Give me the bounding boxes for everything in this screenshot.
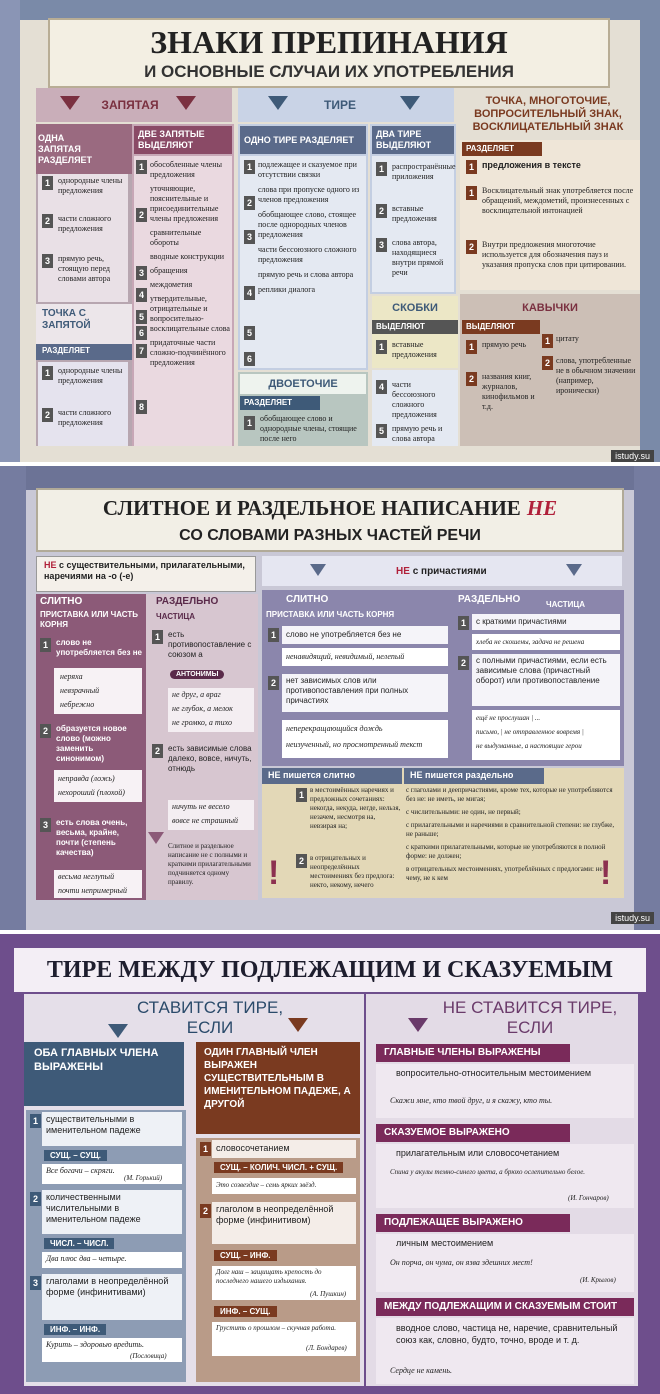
rule-text: нет зависимых слов или противопоставления при полных причастиях (286, 676, 409, 705)
two-dashes-header: ДВА ТИРЕ ВЫДЕЛЯЮТ (372, 126, 454, 154)
list-item: обобщающее слово, стоящее после однородных членов предложения (258, 210, 357, 239)
rule-text: с краткими причастиями (476, 617, 567, 626)
particle-label: ЧАСТИЦА (156, 612, 196, 621)
particle-label: ЧАСТИЦА (546, 600, 586, 609)
left-header: НЕ с существительными, прилагательными, наречиями на -о (-е) (44, 560, 245, 581)
prefix-label: ПРИСТАВКА ИЛИ ЧАСТЬ КОРНЯ (40, 610, 138, 629)
example-text: ненавидящий, невидимый, нелепый (286, 652, 405, 661)
formula-label: ИНФ. – СУЩ. (214, 1306, 277, 1317)
one-comma-header: ОДНА ЗАПЯТАЯ РАЗДЕЛЯЕТ (38, 132, 93, 165)
example-text: Два плюс два – четыре. (46, 1254, 127, 1263)
arrow-down-left-icon (60, 96, 80, 110)
ne-slitno-header: НЕ пишется слитно (262, 768, 402, 784)
page-subtitle: И ОСНОВНЫЕ СЛУЧАИ ИХ УПОТРЕБЛЕНИЯ (144, 62, 514, 81)
semicolon-header: ТОЧКА С ЗАПЯТОЙ (42, 308, 91, 331)
razdelno-label: РАЗДЕЛЬНО (458, 594, 521, 605)
dash-poster: ТИРЕ МЕЖДУ ПОДЛЕЖАЩИМ И СКАЗУЕМЫМ СТАВИТСЯ ТИРЕ, ЕСЛИ НЕ СТАВИТСЯ ТИРЕ, ЕСЛИ ОБА ГЛАВНЫХ ЧЛЕНА ВЫРАЖЕНЫ 1 существительными в именительном падеже СУЩ. – СУЩ. Все богачи – скряги. (М. Горький) 2 количественными числительными в именительном падеже ЧИСЛ. – ЧИСЛ. Два плюс два – четыре. 3 глаголами в неопределённой форме (инфинитивами) ИНФ. – ИНФ. Курить – здоровью вредить. (Пословица) ОДИН ГЛАВНЫЙ ЧЛЕН ВЫРАЖЕН СУЩЕСТВИТЕЛЬНЫМ В ИМЕНИТЕЛЬНОМ ПАДЕЖЕ, А ДРУГОЙ 1 словосочетанием СУЩ. – КОЛИЧ. ЧИСЛ. + СУЩ. Это созвездие – семь ярких звёзд. 2 глаголом в неопределённой форме (инфинитивом) СУЩ. – ИНФ. Долг наш – защищать крепость до последнего нашего издыхания. (А. Пушкин) ИНФ. – СУЩ. Грустить о прошлом – скучная работа. (Л. Бондарев) ГЛАВНЫЕ ЧЛЕНЫ ВЫРАЖЕНЫ вопросительно-относительным местоимением Скажи мне, кто твой друг, и я скажу, кто ты. СКАЗУЕМОЕ ВЫРАЖЕНО прилагательным или словосочетанием Спина у акулы темно-синего цвета, а брюхо ослепительно белое. (И. Гончаров) ПОДЛЕЖАЩЕЕ ВЫРАЖЕНО личным местоимением Он порча, он чума, он язва здешних мест! (И. Крылов) МЕЖДУ ПОДЛЕЖАЩИМ И СКАЗУЕМЫМ СТОИТ вводное слово, частица не, наречие, сравнительный союз как, словно, будто, точно, вроде и т. д. Сердце не камень. (0, 934, 660, 1394)
example-text: не друг, а враг (172, 690, 221, 699)
list-item: части сложного предложения (58, 408, 112, 427)
arrow-down-left-icon (566, 564, 582, 576)
formula-label: СУЩ. – СУЩ. (44, 1150, 107, 1161)
rule-text: образуется новое слово (можно заменить синонимом) (56, 724, 127, 763)
author-text: (И. Крылов) (580, 1276, 616, 1284)
example-text: Сердце не камень. (390, 1366, 452, 1375)
example-text: неряха (60, 672, 83, 681)
one-dash-list (258, 160, 362, 295)
watermark-label: istudy.su (611, 912, 654, 924)
warning-icon: ! (600, 854, 612, 892)
list-item: вводные конструкции (150, 252, 225, 261)
rule-text: с глаголами и деепричастиями, кроме тех, которые не употребляются без не: не иметь, не мигая; (406, 786, 613, 803)
list-item: прямую речь и слова автора (392, 424, 443, 443)
author-text: (И. Гончаров) (568, 1194, 609, 1202)
rule-text: в местоимённых наречиях и предложных сочетаниях: некогда, некуда, негде, нельзя, незачем, несмотря на, невзирая на; (310, 786, 401, 830)
razdelyaet-label: РАЗДЕЛЯЕТ (462, 142, 542, 156)
list-item: однородные члены предложения (58, 176, 123, 195)
example-text: Грустить о прошлом – скучная работа. (216, 1324, 336, 1332)
list-item: Внутри предложения многоточие используется для обозначения пауз и указания пропуска слов при цитировании. (482, 240, 626, 269)
list-item: обособленные члены предложения (150, 160, 222, 179)
rule-text: слово не употребляется без не (56, 638, 142, 657)
vydelyayut-label: ВЫДЕЛЯЮТ (462, 320, 540, 334)
rule-text: личным местоимением (396, 1238, 494, 1248)
list-item: прямую речь, стоящую перед словами автора (58, 254, 111, 283)
page-title: ЗНАКИ ПРЕПИНАНИЯ (150, 23, 508, 60)
example-text: почти непримерный (58, 886, 127, 895)
rule-text: количественными числительными в именительном падеже (46, 1192, 141, 1224)
arrow-down-right-icon (400, 96, 420, 110)
author-text: (А. Пушкин) (310, 1290, 347, 1298)
arrow-down-right-icon (288, 1018, 308, 1032)
section-header: СКАЗУЕМОЕ ВЫРАЖЕНО (376, 1124, 570, 1142)
arrow-down-right-icon (310, 564, 326, 576)
prefix-label: ПРИСТАВКА ИЛИ ЧАСТЬ КОРНЯ (266, 610, 395, 619)
example-text: письмо, | не отправленное вовремя | (476, 728, 584, 736)
brackets-header: СКОБКИ (392, 302, 438, 314)
page-title: СЛИТНОЕ И РАЗДЕЛЬНОЕ НАПИСАНИЕ НЕ (102, 495, 558, 520)
example-text: неизученный, но просмотренный текст (286, 740, 423, 749)
list-item: прямую речь (482, 340, 527, 349)
list-item: части бессоюзного сложного предложения (392, 380, 437, 419)
list-item: вставные предложения (392, 204, 437, 223)
example-text: невзрачный (60, 686, 100, 695)
example-text: не глубок, а мелок (172, 704, 233, 713)
rule-text: прилагательным или словосочетанием (396, 1148, 560, 1158)
rule-text: с прилагательными и наречиями в сравнительной степени: не глубже, не раньше; (406, 821, 615, 838)
rule-text: в отрицательных местоимениях, употреблённых с предлогами: не к чему, не к кем (406, 865, 608, 882)
example-text: ещё не прослушан | ... (476, 714, 541, 722)
ne-spelling-poster: СЛИТНОЕ И РАЗДЕЛЬНОЕ НАПИСАНИЕ НЕ СО СЛОВАМИ РАЗНЫХ ЧАСТЕЙ РЕЧИ НЕ с существительными, прилагательными, наречиями на -о (-е) НЕ с причастиями СЛИТНО ПРИСТАВКА ИЛИ ЧАСТЬ КОРНЯ 1 слово не употребляется без не неряха невзрачный небрежно 2 образуется новое слово (можно заменить синонимом) неправда (ложь) нехороший (плохой) 3 есть слова очень, весьма, крайне, почти (степень качества) весьма неглупый почти непримерный РАЗДЕЛЬНО ЧАСТИЦА 1 есть противопоставление с союзом а АНТОНИМЫ не друг, а враг не глубок, а мелок не громко, а тихо 2 есть зависимые слова далеко, вовсе, ничуть, отнюдь ничуть не весело вовсе не страшный Слитное и раздельное написание не с полными и краткими прилагательными подчиняется одному правилу. СЛИТНО ПРИСТАВКА ИЛИ ЧАСТЬ КОРНЯ 1 слово не употребляется без не ненавидящий, невидимый, нелепый 2 нет зависимых слов или противопоставления при полных причастиях неперекращающийся дождь неизученный, но просмотренный текст РАЗДЕЛЬНО ЧАСТИЦА 1 с краткими причастиями хлеба не скошены, задача не решена 2 с полными причастиями, если есть зависимые слова (причастный оборот) или противопоставление ещё не прослушан | ... письмо, | не отправленное вовремя | не выдуманные, а настоящие герои НЕ пишется слитно НЕ пишется раздельно 1 2 в местоимённых наречиях и предложных сочетаниях: некогда, некуда, негде, нельзя, незачем, несмотря на, невзирая на; в отрицательных и неопределённых местоимениях без предлога: некто, некому, нечего с глаголами и деепричастиями, кроме тех, которые не употребляются без не: не иметь, не мигая; с числительными: не один, не первый; с прилагательными и наречиями в сравнительной степени: не глубже, не раньше; с краткими прилагательными, которые не употребляются в полной форме: не должен; в отрицательных местоимениях, употреблённых с предлогами: не к чему, не к кем ! ! istudy.su (0, 466, 660, 930)
section-header: ГЛАВНЫЕ ЧЛЕНЫ ВЫРАЖЕНЫ (376, 1044, 570, 1062)
rule-text: слово не употребляется без не (286, 630, 402, 639)
ne-highlight: НЕ (526, 495, 558, 520)
author-text: (Л. Бондарев) (306, 1344, 347, 1352)
example-text: Долг наш – защищать крепость до последнего нашего издыхания. (216, 1268, 322, 1285)
one-header: ОДИН ГЛАВНЫЙ ЧЛЕН ВЫРАЖЕН СУЩЕСТВИТЕЛЬНЫМ В ИМЕНИТЕЛЬНОМ ПАДЕЖЕ, А ДРУГОЙ (196, 1042, 360, 1134)
example-text: неперекращающийся дождь (286, 724, 383, 733)
list-item: обращения (150, 266, 188, 275)
two-commas-header: ДВЕ ЗАПЯТЫЕ ВЫДЕЛЯЮТ (134, 126, 232, 154)
warning-icon: ! (268, 854, 280, 892)
rule-text: существительными в именительном падеже (46, 1114, 141, 1135)
example-text: Курить – здоровью вредить. (46, 1340, 144, 1349)
example-text: вовсе не страшный (172, 816, 239, 825)
rule-text: вводное слово, частица не, наречие, сравнительный союз как, словно, будто, точно, вроде и т. д. (396, 1323, 618, 1345)
arrow-down-left-icon (108, 1024, 128, 1038)
example-text: Спина у акулы темно-синего цвета, а брюхо ослепительно белое. (390, 1168, 586, 1176)
both-header: ОБА ГЛАВНЫХ ЧЛЕНА ВЫРАЖЕНЫ (24, 1042, 184, 1106)
list-item: реплики диалога (258, 285, 316, 294)
rule-list (406, 786, 620, 883)
list-item: сравнительные обороты (150, 228, 202, 247)
comma-header: ЗАПЯТАЯ (101, 98, 159, 112)
rule-text: с числительными: не один, не первый; (406, 808, 521, 816)
formula-label: СУЩ. – ИНФ. (214, 1250, 277, 1261)
example-text: неправда (ложь) (58, 774, 115, 783)
note-text: Слитное и раздельное написание не с полными и краткими прилагательными подчиняется одному правилу. (168, 842, 251, 886)
arrow-down-left-icon (268, 96, 288, 110)
example-text: Это созвездие – семь ярких звёзд. (216, 1181, 317, 1189)
list-item: названия книг, журналов, кинофильмов и т.д. (482, 372, 535, 411)
punctuation-poster: ЗНАКИ ПРЕПИНАНИЯ И ОСНОВНЫЕ СЛУЧАИ ИХ УПОТРЕБЛЕНИЯ ЗАПЯТАЯ ТИРЕ ТОЧКА, МНОГОТОЧИЕ, ВОПРОСИТЕЛЬНЫЙ ЗНАК, ВОСКЛИЦАТЕЛЬНЫЙ ЗНАК ОДНА ЗАПЯТАЯ РАЗДЕЛЯЕТ 1 2 3 однородные члены предложения части сложного предложения прямую речь, стоящую перед словами автора ТОЧКА С ЗАПЯТОЙ РАЗДЕЛЯЕТ 1 2 однородные члены предложения части сложного предложения ДВЕ ЗАПЯТЫЕ ВЫДЕЛЯЮТ обособленные члены предложения уточняющие, пояснительные и присоединительные члены предложения сравнительные обороты вводные конструкции обращения междометия утвердительные, отрицательные и вопросительно-восклицательные слова придаточные части сложно-подчинённого предложения 1 2 3 4 5 6 7 8 ОДНО ТИРЕ РАЗДЕЛЯЕТ подлежащее и сказуемое при отсутствии связки слова при пропуске одного из членов предложения обобщающее слово, стоящее после однородных членов предложения части бессоюзного сложного предложения прямую речь и слова автора реплики диалога 1 2 3 4 5 6 ДВОЕТОЧИЕ РАЗДЕЛЯЕТ 1 обобщающее слово и однородные члены, стоящие после него ДВА ТИРЕ ВЫДЕЛЯЮТ 1 2 3 распространённые приложения вставные предложения слова автора, находящиеся внутри прямой речи СКОБКИ ВЫДЕЛЯЮТ 1 вставные предложения 4 5 части бессоюзного сложного предложения прямую речь и слова автора РАЗДЕЛЯЕТ 1 предложения в тексте 1 2 Восклицательный знак употребляется после обращений, междометий, произнесенных с восклицательной интонацией Внутри предложения многоточие используется для обозначения пауз и указания пропуска слов при цитировании. КАВЫЧКИ ВЫДЕЛЯЮТ 1 2 прямую речь названия книг, журналов, кинофильмов и т.д. 1 2 цитату слова, употребленные не в обычном значении (например, иронически) istudy.su (0, 0, 660, 462)
example-text: небрежно (60, 700, 95, 709)
list-item: слова при пропуске одного из членов предложения (258, 185, 360, 204)
ne-razdelno-header: НЕ пишется раздельно (404, 768, 544, 784)
example-text: весьма неглупый (58, 872, 115, 881)
razdelno-label: РАЗДЕЛЬНО (156, 596, 219, 607)
slitno-label: СЛИТНО (286, 594, 329, 605)
list-item: Восклицательный знак употребляется после обращений, междометий, произнесенных с восклицательной интонацией (482, 186, 634, 215)
example-text: Все богачи – скряги. (46, 1166, 115, 1175)
dash-header: ТИРЕ (324, 98, 356, 112)
rule-text: в отрицательных и неопределённых местоимениях без предлога: некто, некому, нечего (310, 854, 395, 889)
two-commas-list (150, 160, 230, 368)
rule-text: есть зависимые слова далеко, вовсе, ничуть, отнюдь (168, 744, 252, 773)
stavitsya-header: СТАВИТСЯ ТИРЕ, ЕСЛИ (136, 998, 284, 1037)
list-item: части сложного предложения (58, 214, 112, 233)
list-item: уточняющие, пояснительные и присоединительные члены предложения (150, 184, 219, 223)
colon-header: ДВОЕТОЧИЕ (240, 374, 366, 394)
rule-text: глаголами в неопределённой форме (инфинитивами) (46, 1276, 169, 1297)
other-subheader: предложения в тексте (482, 160, 581, 170)
rule-text: словосочетанием (216, 1143, 290, 1153)
list-item: прямую речь и слова автора (258, 270, 354, 279)
list-item: придаточные части сложно-подчинённого предложения (150, 338, 226, 367)
list-item: подлежащее и сказуемое при отсутствии связки (258, 160, 357, 179)
rule-text: есть слова очень, весьма, крайне, почти (степень качества) (56, 818, 128, 857)
rule-text: есть противопоставление с союзом а (168, 630, 252, 659)
rule-text: с полными причастиями, если есть зависимые слова (причастный оборот) или противопоставление (476, 656, 607, 685)
list-item: вставные предложения (392, 340, 437, 359)
formula-label: ЧИСЛ. – ЧИСЛ. (44, 1238, 114, 1249)
list-item: распространённые приложения (392, 162, 456, 181)
arrow-down-left-icon (148, 832, 164, 844)
list-item: утвердительные, отрицательные и вопросительно-восклицательные слова (150, 294, 230, 333)
list-item: междометия (150, 280, 193, 289)
author-text: (М. Горький) (124, 1174, 163, 1182)
list-item: части бессоюзного сложного предложения (258, 245, 357, 264)
list-item: однородные члены предложения (58, 366, 123, 385)
example-text: нехороший (плохой) (58, 788, 125, 797)
rule-text: с краткими прилагательными, которые не употребляются в полной форме: не должен; (406, 843, 606, 860)
ne-stavitsya-header: НЕ СТАВИТСЯ ТИРЕ, ЕСЛИ (442, 998, 618, 1037)
example-text: не выдуманные, а настоящие герои (476, 742, 582, 750)
other-marks-header: ТОЧКА, МНОГОТОЧИЕ, ВОПРОСИТЕЛЬНЫЙ ЗНАК, ВОСКЛИЦАТЕЛЬНЫЙ ЗНАК (472, 94, 624, 133)
example-text: Он порча, он чума, он язва здешних мест! (390, 1258, 533, 1267)
right-header: НЕ с причастиями (396, 566, 487, 577)
vydelyayut-label: ВЫДЕЛЯЮТ (372, 320, 458, 334)
list-item: цитату (556, 334, 579, 343)
list-item: слова автора, находящиеся внутри прямой речи (392, 238, 444, 277)
arrow-down-left-icon (408, 1018, 428, 1032)
quotes-header: КАВЫЧКИ (522, 302, 578, 314)
example-text: хлеба не скошены, задача не решена (476, 638, 585, 646)
example-text: ничуть не весело (172, 802, 230, 811)
section-header: ПОДЛЕЖАЩЕЕ ВЫРАЖЕНО (376, 1214, 570, 1232)
example-text: не громко, а тихо (172, 718, 233, 727)
razdelyaet-label: РАЗДЕЛЯЕТ (42, 346, 91, 355)
list-item: обобщающее слово и однородные члены, стоящие после него (260, 414, 357, 443)
page-subtitle: СО СЛОВАМИ РАЗНЫХ ЧАСТЕЙ РЕЧИ (179, 527, 481, 544)
page-title: ТИРЕ МЕЖДУ ПОДЛЕЖАЩИМ И СКАЗУЕМЫМ (46, 956, 614, 983)
example-text: Скажи мне, кто твой друг, и я скажу, кто ты. (390, 1096, 553, 1105)
watermark-label: istudy.su (611, 450, 654, 462)
author-text: (Пословица) (130, 1352, 167, 1360)
section-header: МЕЖДУ ПОДЛЕЖАЩИМ И СКАЗУЕМЫМ СТОИТ (376, 1298, 634, 1316)
rule-text: вопросительно-относительным местоимением (396, 1068, 592, 1078)
list-item: слова, употребленные не в обычном значении (например, иронически) (556, 356, 636, 395)
arrow-down-right-icon (176, 96, 196, 110)
one-dash-header: ОДНО ТИРЕ РАЗДЕЛЯЕТ (240, 126, 366, 154)
formula-label: ИНФ. – ИНФ. (44, 1324, 106, 1335)
razdelyaet-label: РАЗДЕЛЯЕТ (240, 396, 320, 410)
antonyms-label: АНТОНИМЫ (170, 670, 224, 679)
slitno-label: СЛИТНО (40, 596, 83, 607)
formula-label: СУЩ. – КОЛИЧ. ЧИСЛ. + СУЩ. (214, 1162, 343, 1173)
rule-text: глаголом в неопределённой форме (инфинитивом) (216, 1204, 334, 1225)
